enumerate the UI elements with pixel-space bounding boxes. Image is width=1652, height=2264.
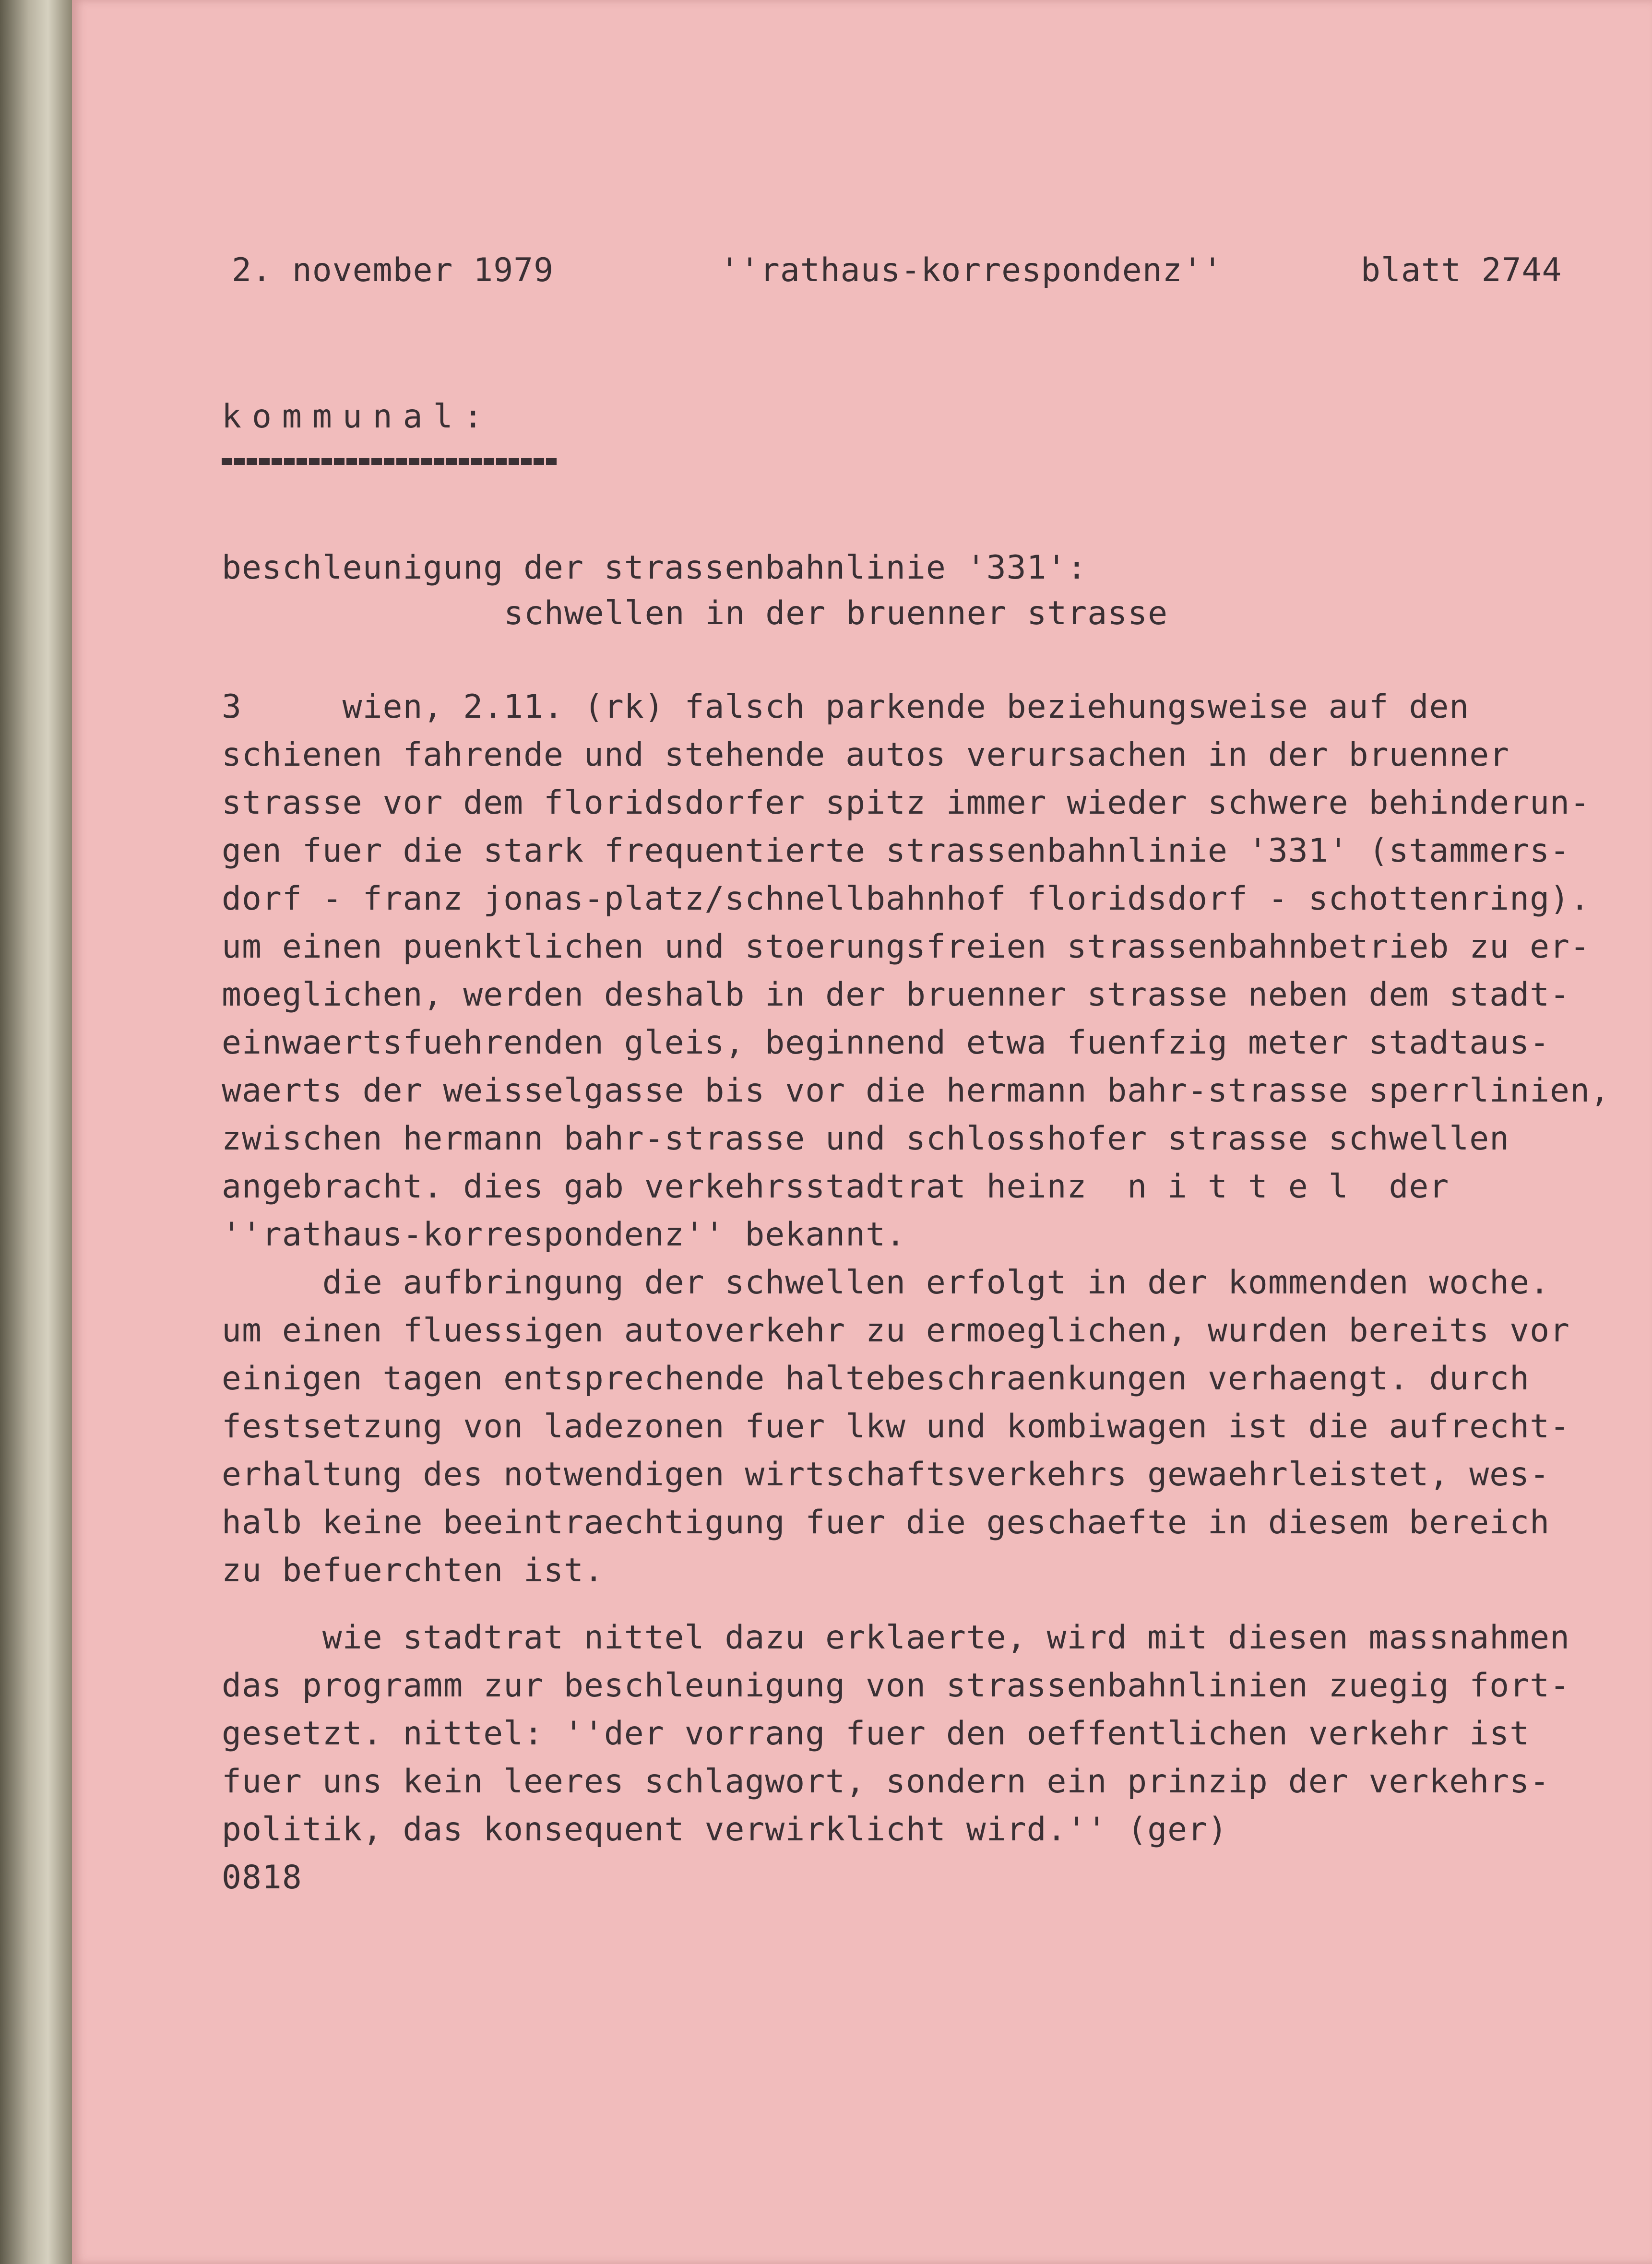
article-line: die aufbringung der schwellen erfolgt in der kommenden woche. xyxy=(222,1264,1550,1302)
section-underline xyxy=(222,458,558,465)
article-line: strasse vor dem floridsdorfer spitz immer wieder schwere behinderun- xyxy=(222,784,1590,822)
section-title: kommunal: xyxy=(222,398,494,436)
article-line: gen fuer die stark frequentierte strassenbahnlinie '331' (stammers- xyxy=(222,832,1570,870)
article-line: waerts der weisselgasse bis vor die hermann bahr-strasse sperrlinien, xyxy=(222,1072,1610,1110)
article-line: 3 wien, 2.11. (rk) falsch parkende beziehungsweise auf den xyxy=(222,688,1470,726)
binding-edge xyxy=(0,0,72,2264)
article-line: fuer uns kein leeres schlagwort, sondern ein prinzip der verkehrs- xyxy=(222,1763,1550,1801)
header-date: 2. november 1979 xyxy=(232,251,554,289)
article-line: um einen fluessigen autoverkehr zu ermoeglichen, wurden bereits vor xyxy=(222,1312,1570,1350)
article-line: angebracht. dies gab verkehrsstadtrat heinz n i t t e l der xyxy=(222,1168,1450,1206)
article-line: gesetzt. nittel: ''der vorrang fuer den oeffentlichen verkehr ist xyxy=(222,1715,1530,1753)
header-title: ''rathaus-korrespondenz'' xyxy=(720,251,1223,289)
article-line: erhaltung des notwendigen wirtschaftsverkehrs gewaehrleistet, wes- xyxy=(222,1456,1550,1494)
article-line: um einen puenktlichen und stoerungsfreien strassenbahnbetrieb zu er- xyxy=(222,928,1590,966)
article-line: festsetzung von ladezonen fuer lkw und kombiwagen ist die aufrecht- xyxy=(222,1408,1570,1446)
article-line: moeglichen, werden deshalb in der bruenner strasse neben dem stadt- xyxy=(222,976,1570,1014)
article-line: wie stadtrat nittel dazu erklaerte, wird mit diesen massnahmen xyxy=(222,1619,1570,1657)
article-line: schienen fahrende und stehende autos verursachen in der bruenner xyxy=(222,736,1510,774)
article-line: zwischen hermann bahr-strasse und schlosshofer strasse schwellen xyxy=(222,1120,1510,1158)
article-line: zu befuerchten ist. xyxy=(222,1552,604,1589)
article-line: das programm zur beschleunigung von strassenbahnlinien zuegig fort- xyxy=(222,1667,1570,1705)
article-subheadline: schwellen in der bruenner strasse xyxy=(504,594,1168,632)
article-line: halb keine beeintraechtigung fuer die geschaefte in diesem bereich xyxy=(222,1504,1550,1541)
page-text xyxy=(72,0,1652,2264)
typewritten-page xyxy=(72,0,1652,2264)
article-headline: beschleunigung der strassenbahnlinie '331': xyxy=(222,549,1087,587)
article-line: ''rathaus-korrespondenz'' bekannt. xyxy=(222,1216,906,1254)
article-line: politik, das konsequent verwirklicht wird.'' (ger) xyxy=(222,1811,1228,1849)
document-code: 0818 xyxy=(222,1859,302,1897)
article-line: einigen tagen entsprechende haltebeschraenkungen verhaengt. durch xyxy=(222,1360,1530,1398)
article-line: einwaertsfuehrenden gleis, beginnend etwa fuenfzig meter stadtaus- xyxy=(222,1024,1550,1062)
header-page-number: blatt 2744 xyxy=(1361,251,1562,289)
article-line: dorf - franz jonas-platz/schnellbahnhof floridsdorf - schottenring). xyxy=(222,880,1590,918)
